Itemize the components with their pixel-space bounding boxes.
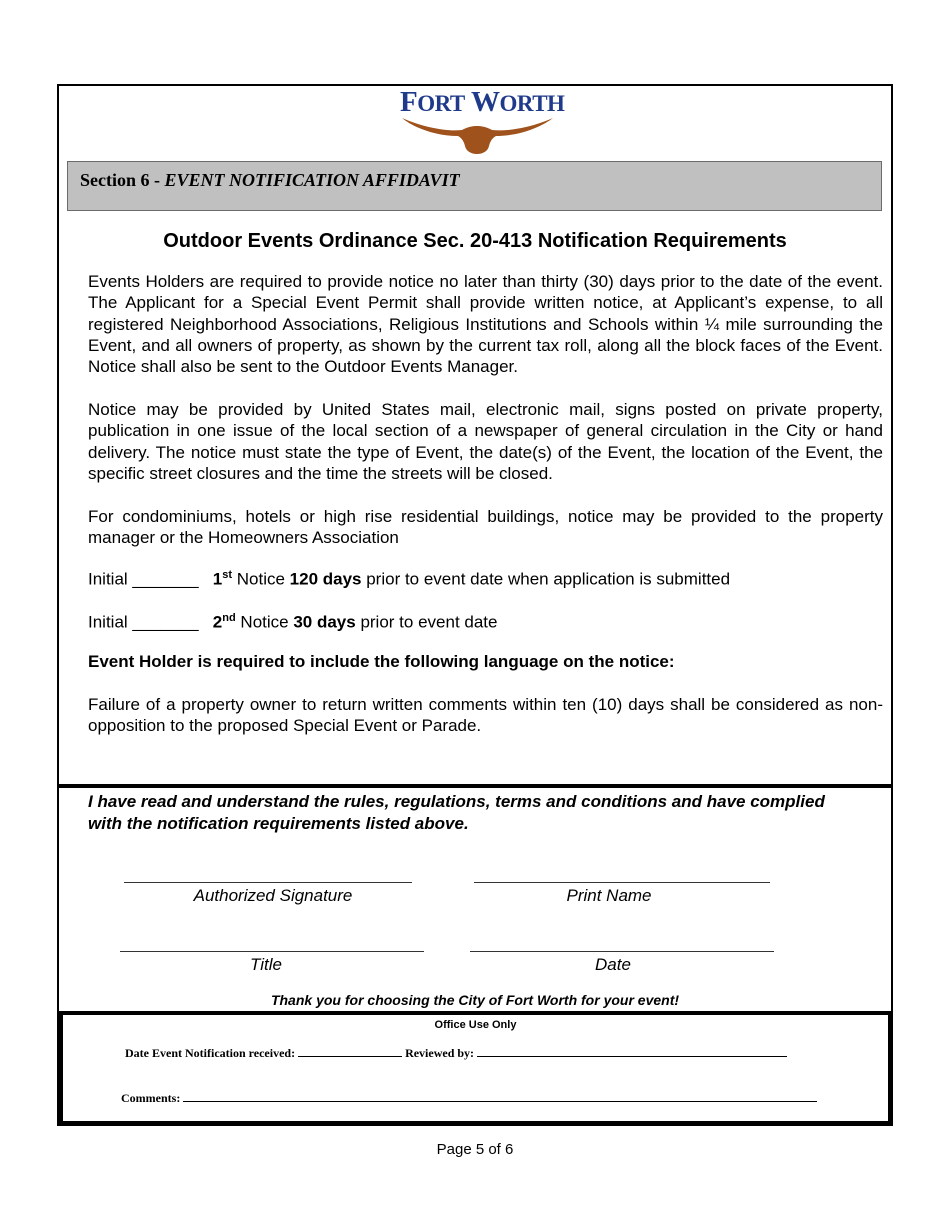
print-name-label: Print Name [566,886,652,905]
title-line[interactable] [120,951,424,952]
page-heading: Outdoor Events Ordinance Sec. 20-413 Notification Requirements [163,230,787,252]
comments-field[interactable] [183,1091,817,1102]
section-divider [57,784,893,788]
print-name-line[interactable] [474,882,770,883]
thank-you-message: Thank you for choosing the City of Fort Worth for your event! [270,992,680,1008]
page-number: Page 5 of 6 [436,1141,514,1158]
comments-label: Comments: [121,1091,181,1105]
longhorn-icon [400,112,555,156]
office-date-received-row [125,1046,787,1061]
office-comments-row [121,1091,817,1106]
office-use-box [59,1011,892,1125]
initial-second-field[interactable]: Initial _______ [88,612,199,632]
paragraph-notice-timing: Events Holders are required to provide notice no later than thirty (30) days prior to the date of the event. The Applicant for a Special Event Permit shall provide written notice, at Applicant’s expense, to all registered Neighborhood Associations, Religious Institutions and Schools within ¼ mile surrounding the Event, and all owners of property, as shown by the current tax roll, along all the block faces of the Event. Notice shall also be sent to the Outdoor Events Manager. [88,272,883,377]
required-language-text: Failure of a property owner to return written comments within ten (10) days shall be considered as non-opposition to the proposed Special Event or Parade. [88,695,883,736]
fort-worth-logo [400,86,565,156]
paragraph-condominiums: For condominiums, hotels or high rise residential buildings, notice may be provided to the property manager or the Homeowners Association [88,507,883,548]
paragraph-notice-methods: Notice may be provided by United States mail, electronic mail, signs posted on private property, publication in one issue of the local section of a newspaper of general circulation in the City or hand delivery. The notice must state the type of Event, the date(s) of the Event, the location of the Event, the specific street closures and the time the streets will be closed. [88,400,883,483]
date-label: Date [595,955,631,974]
section-title: Section 6 - EVENT NOTIFICATION AFFIDAVIT [80,170,460,190]
logo-wordmark: FORT WORTH [400,86,565,118]
acknowledgement-statement: I have read and understand the rules, regulations, terms and conditions and have complied with the notification requirements listed above. [88,792,825,833]
office-use-title: Office Use Only [434,1019,517,1031]
required-language-heading: Event Holder is required to include the following language on the notice: [88,652,675,671]
date-received-label: Date Event Notification received: [125,1046,296,1060]
reviewed-by-label: Reviewed by: [405,1046,475,1060]
authorized-signature-line[interactable] [124,882,412,883]
initial-second-notice[interactable]: Initial _______ 2nd Notice 30 days prior to event date [88,612,498,632]
title-label: Title [250,955,282,974]
date-line[interactable] [470,951,774,952]
reviewed-by-field[interactable] [477,1046,787,1057]
section-header [67,161,882,211]
initial-first-field[interactable]: Initial _______ [88,569,199,589]
date-received-field[interactable] [298,1046,402,1057]
authorized-signature-label: Authorized Signature [193,886,353,905]
initial-first-notice[interactable]: Initial _______ 1st Notice 120 days prior to event date when application is submitted [88,569,731,589]
